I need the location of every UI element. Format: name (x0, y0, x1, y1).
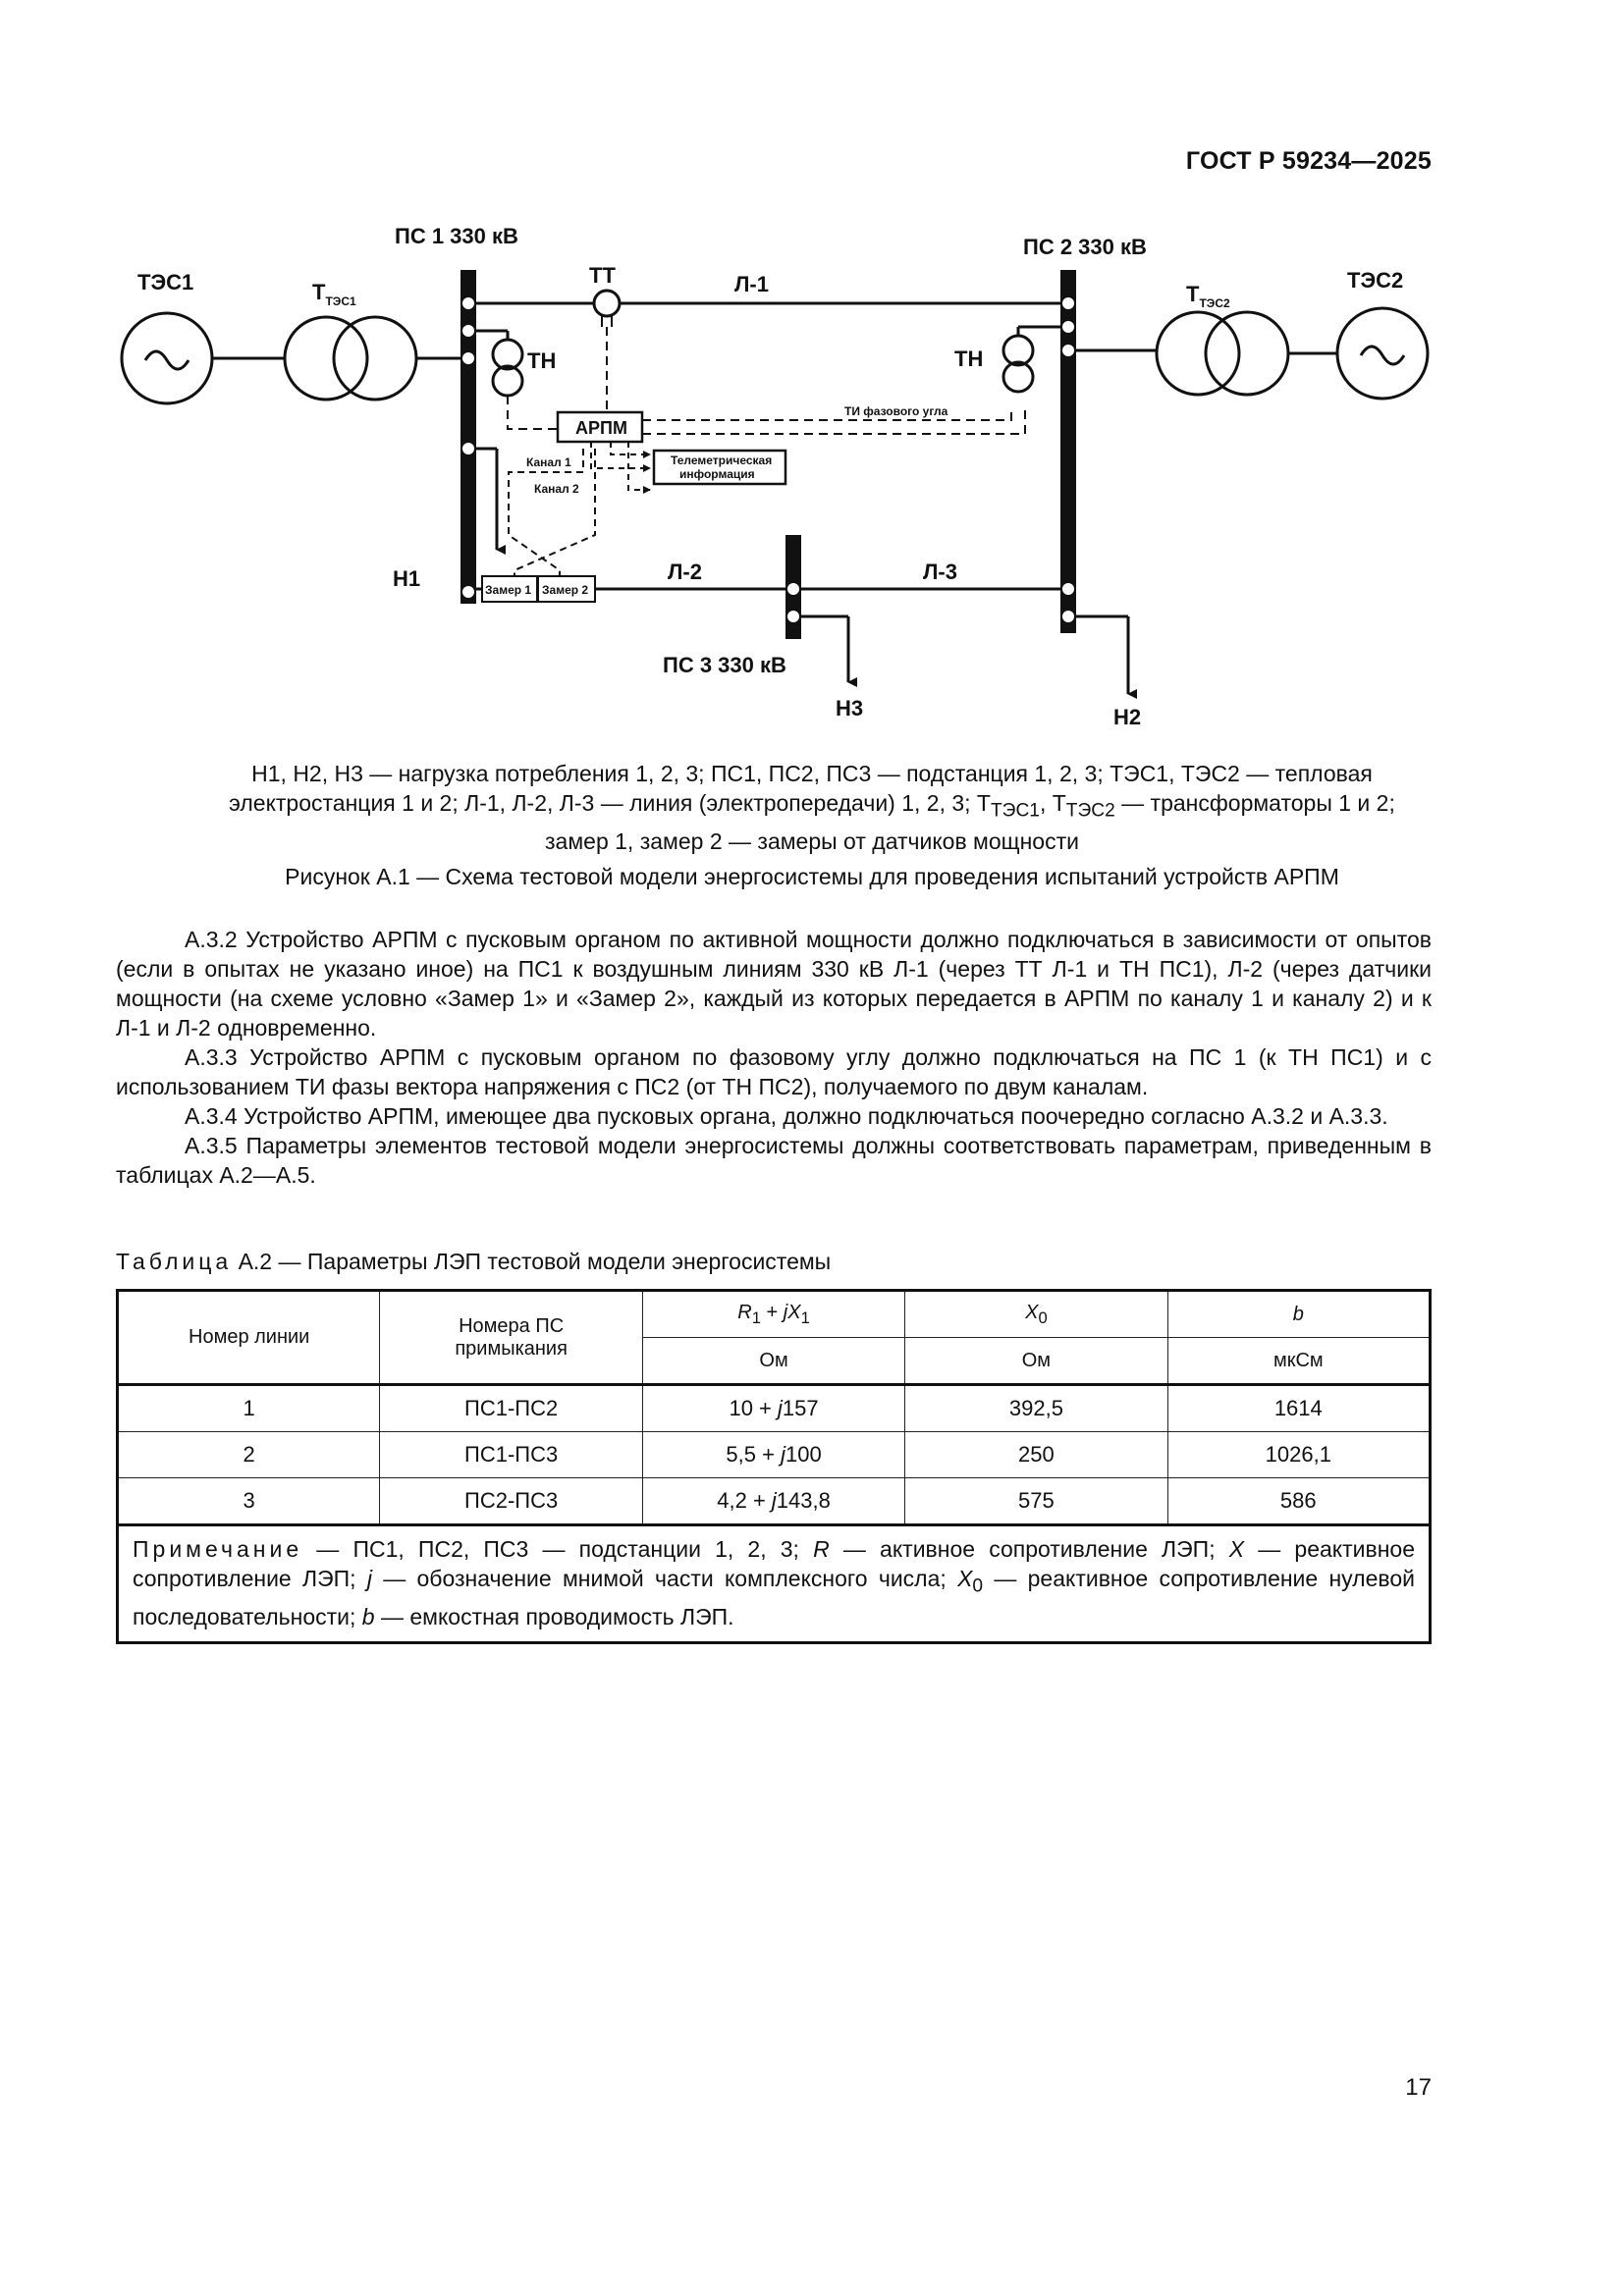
figure-legend (118, 759, 1506, 856)
telemetry-label-1: Телеметрическая (671, 454, 773, 467)
channel2-label: Канал 2 (534, 482, 579, 496)
transformer-tes1-icon (285, 317, 416, 400)
tn2-label: ТН (954, 347, 984, 371)
ps1-label: ПС 1 330 кВ (395, 224, 518, 248)
generator-tes1-icon (122, 313, 212, 403)
t-tes2-label: $Т_{ТЭС2}$ (1186, 282, 1230, 310)
measure2-label: Замер 2 (542, 583, 589, 597)
legend-line-3: замер 1, замер 2 — замеры от датчиков мощности (545, 828, 1079, 854)
table-note: Примечание — ПС1, ПС2, ПС3 — подстанции 1, 2, 3; R — активное сопротивление ЛЭП; X — реактивное сопротивление ЛЭП; j — обозначение мнимой части комплексного числа; $X_0$ — реактивное сопротивление нулевой последовательности; b — емкостная проводимость ЛЭП. (118, 1525, 1431, 1643)
page-number: 17 (1405, 2074, 1432, 2101)
cell-x0: 575 (905, 1478, 1167, 1525)
ps2-label: ПС 2 330 кВ (1023, 235, 1147, 259)
cell-impedance: 4,2 + j143,8 (642, 1478, 904, 1525)
voltage-transformer-ps2-icon (1003, 336, 1033, 392)
generator-tes2-icon (1337, 308, 1428, 399)
figure-caption: Рисунок А.1 — Схема тестовой модели энергосистемы для проведения испытаний устройств АРПМ (285, 864, 1339, 889)
ps3-label: ПС 3 330 кВ (663, 653, 786, 677)
tn1-label: ТН (527, 348, 557, 373)
cell-b: 1026,1 (1167, 1432, 1430, 1478)
cell-ps: ПС2-ПС3 (380, 1478, 643, 1525)
table-row (118, 1478, 1431, 1525)
cell-b: 1614 (1167, 1385, 1430, 1432)
n3-label: Н3 (836, 696, 864, 721)
l1-label: Л-1 (734, 272, 769, 296)
cell-impedance: 5,5 + j100 (642, 1432, 904, 1478)
header-b: b (1167, 1291, 1430, 1338)
channel1-label: Канал 1 (526, 455, 571, 469)
power-system-diagram (98, 211, 1473, 731)
cell-impedance: 10 + j157 (642, 1385, 904, 1432)
cell-line-no: 3 (118, 1478, 380, 1525)
transformer-tes2-icon (1157, 312, 1288, 395)
arpm-label: АРПМ (575, 418, 627, 438)
tes2-label: ТЭС2 (1347, 268, 1404, 293)
cell-line-no: 1 (118, 1385, 380, 1432)
l2-label: Л-2 (668, 560, 702, 584)
n1-label: Н1 (393, 566, 421, 591)
paragraph-a34: А.3.4 Устройство АРПМ, имеющее два пусковых органа, должно подключаться поочередно согласно А.3.2 и А.3.3. (185, 1103, 1388, 1129)
cell-ps: ПС1-ПС2 (380, 1385, 643, 1432)
tes1-label: ТЭС1 (137, 270, 194, 294)
header-impedance: $R_1 + jX_1$ (642, 1291, 904, 1338)
table-row (118, 1385, 1431, 1432)
voltage-transformer-ps1-icon (493, 340, 522, 396)
cell-line-no: 2 (118, 1432, 380, 1478)
body-text (116, 925, 1432, 1190)
line-parameters-table (116, 1289, 1432, 1644)
cell-ps: ПС1-ПС3 (380, 1432, 643, 1478)
cell-b: 586 (1167, 1478, 1430, 1525)
l3-label: Л-3 (923, 560, 957, 584)
paragraph-a32: А.3.2 Устройство АРПМ с пусковым органом по активной мощности должно подключаться в зависимости от опытов (если в опытах не указано иное) на ПС1 к воздушным линиям 330 кВ Л-1 (через ТТ Л-1 и ТН ПС1), Л-2 (через датчики мощности (на схеме условно «Замер 1» и «Замер 2», каждый из которых передается в АРПМ по каналу 1 и каналу 2) и к Л-1 и Л-2 одновременно. (116, 927, 1432, 1041)
table-note-row (118, 1525, 1431, 1643)
cell-x0: 392,5 (905, 1385, 1167, 1432)
n2-label: Н2 (1113, 705, 1142, 729)
header-line-number: Номер линии (118, 1291, 380, 1385)
ti-phase-label: ТИ фазового угла (844, 404, 948, 418)
paragraph-a35: А.3.5 Параметры элементов тестовой модели энергосистемы должны соответствовать параметрам, приведенным в таблицах А.2—А.5. (116, 1133, 1432, 1188)
table-title: Таблица А.2 — Параметры ЛЭП тестовой модели энергосистемы (116, 1249, 832, 1274)
unit-b: мкСм (1167, 1338, 1430, 1385)
document-header: ГОСТ Р 59234—2025 (1185, 147, 1432, 175)
header-ps-pair: Номера ПС примыкания (380, 1291, 643, 1385)
measure1-label: Замер 1 (485, 583, 532, 597)
telemetry-label-2: информация (679, 467, 755, 481)
unit-x0: Ом (905, 1338, 1167, 1385)
cell-x0: 250 (905, 1432, 1167, 1478)
t-tes1-label: $Т_{ТЭС1}$ (312, 280, 356, 308)
ps1-bus (460, 270, 476, 604)
tt-label: ТТ (589, 263, 616, 288)
legend-line-1: Н1, Н2, Н3 — нагрузка потребления 1, 2, 3; ПС1, ПС2, ПС3 — подстанция 1, 2, 3; ТЭС1, ТЭС2 — тепловая (251, 761, 1373, 786)
paragraph-a33: А.3.3 Устройство АРПМ с пусковым органом по фазовому углу должно подключаться на ПС 1 (к ТН ПС1) и с использованием ТИ фазы вектора напряжения с ПС2 (от ТН ПС2), получаемого по двум каналам. (116, 1044, 1432, 1099)
legend-line-2: электростанция 1 и 2; Л-1, Л-2, Л-3 — линия (электропередачи) 1, 2, 3; $Т_{ТЭС1}$, $Т_{ТЭС2}$ — трансформаторы 1 и 2; (229, 790, 1395, 822)
unit-impedance: Ом (642, 1338, 904, 1385)
header-x0: $X_0$ (905, 1291, 1167, 1338)
table-row (118, 1432, 1431, 1478)
current-transformer-icon (594, 291, 620, 327)
